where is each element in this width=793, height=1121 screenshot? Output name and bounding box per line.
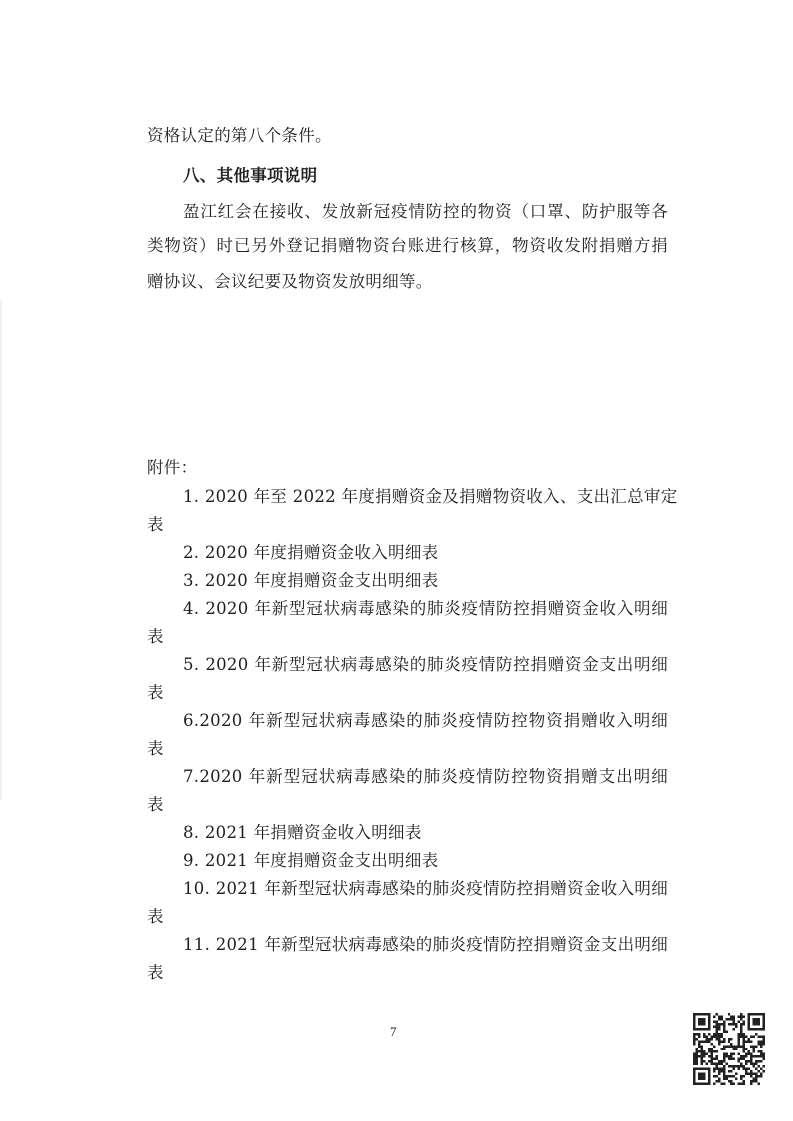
attachment-item-9: 9. 2021 年度捐赠资金支出明细表: [183, 851, 439, 870]
attachment-item-7: 7.2020 年新型冠状病毒感染的肺炎疫情防控物资捐赠支出明细: [183, 767, 668, 786]
attachment-item-1-wrap: 表: [147, 515, 164, 534]
attachments-label: 附件：: [147, 458, 198, 477]
attachment-item-1: 1. 2020 年至 2022 年度捐赠资金及捐赠物资收入、支出汇总审定: [183, 487, 678, 506]
attachment-item-5: 5. 2020 年新型冠状病毒感染的肺炎疫情防控捐赠资金支出明细: [183, 655, 668, 674]
attachment-item-4-wrap: 表: [147, 627, 164, 646]
paragraph-line-3: 赠协议、会议纪要及物资发放明细等。: [147, 272, 433, 291]
page-number: 7: [390, 1024, 397, 1039]
attachment-item-4: 4. 2020 年新型冠状病毒感染的肺炎疫情防控捐赠资金收入明细: [183, 599, 668, 618]
section-heading: 八、其他事项说明: [183, 166, 318, 185]
continuation-text: 资格认定的第八个条件。: [147, 126, 332, 145]
attachment-item-7-wrap: 表: [147, 795, 164, 814]
attachment-item-10-wrap: 表: [147, 907, 164, 926]
qr-code-icon: [693, 1013, 765, 1085]
attachment-item-5-wrap: 表: [147, 683, 164, 702]
paragraph-line-1: 盈江红会在接收、发放新冠疫情防控的物资（口罩、防护服等各: [183, 202, 668, 221]
scan-edge-shadow: [0, 300, 2, 800]
attachment-item-3: 3. 2020 年度捐赠资金支出明细表: [183, 571, 439, 590]
attachment-item-8: 8. 2021 年捐赠资金收入明细表: [183, 823, 422, 842]
attachment-item-10: 10. 2021 年新型冠状病毒感染的肺炎疫情防控捐赠资金收入明细: [183, 879, 668, 898]
attachment-item-6-wrap: 表: [147, 739, 164, 758]
attachment-item-11: 11. 2021 年新型冠状病毒感染的肺炎疫情防控捐赠资金支出明细: [183, 935, 668, 954]
attachment-item-11-wrap: 表: [147, 963, 164, 982]
attachment-item-6: 6.2020 年新型冠状病毒感染的肺炎疫情防控物资捐赠收入明细: [183, 711, 668, 730]
attachment-item-2: 2. 2020 年度捐赠资金收入明细表: [183, 543, 439, 562]
paragraph-line-2: 类物资）时已另外登记捐赠物资台账进行核算，物资收发附捐赠方捐: [147, 236, 668, 255]
